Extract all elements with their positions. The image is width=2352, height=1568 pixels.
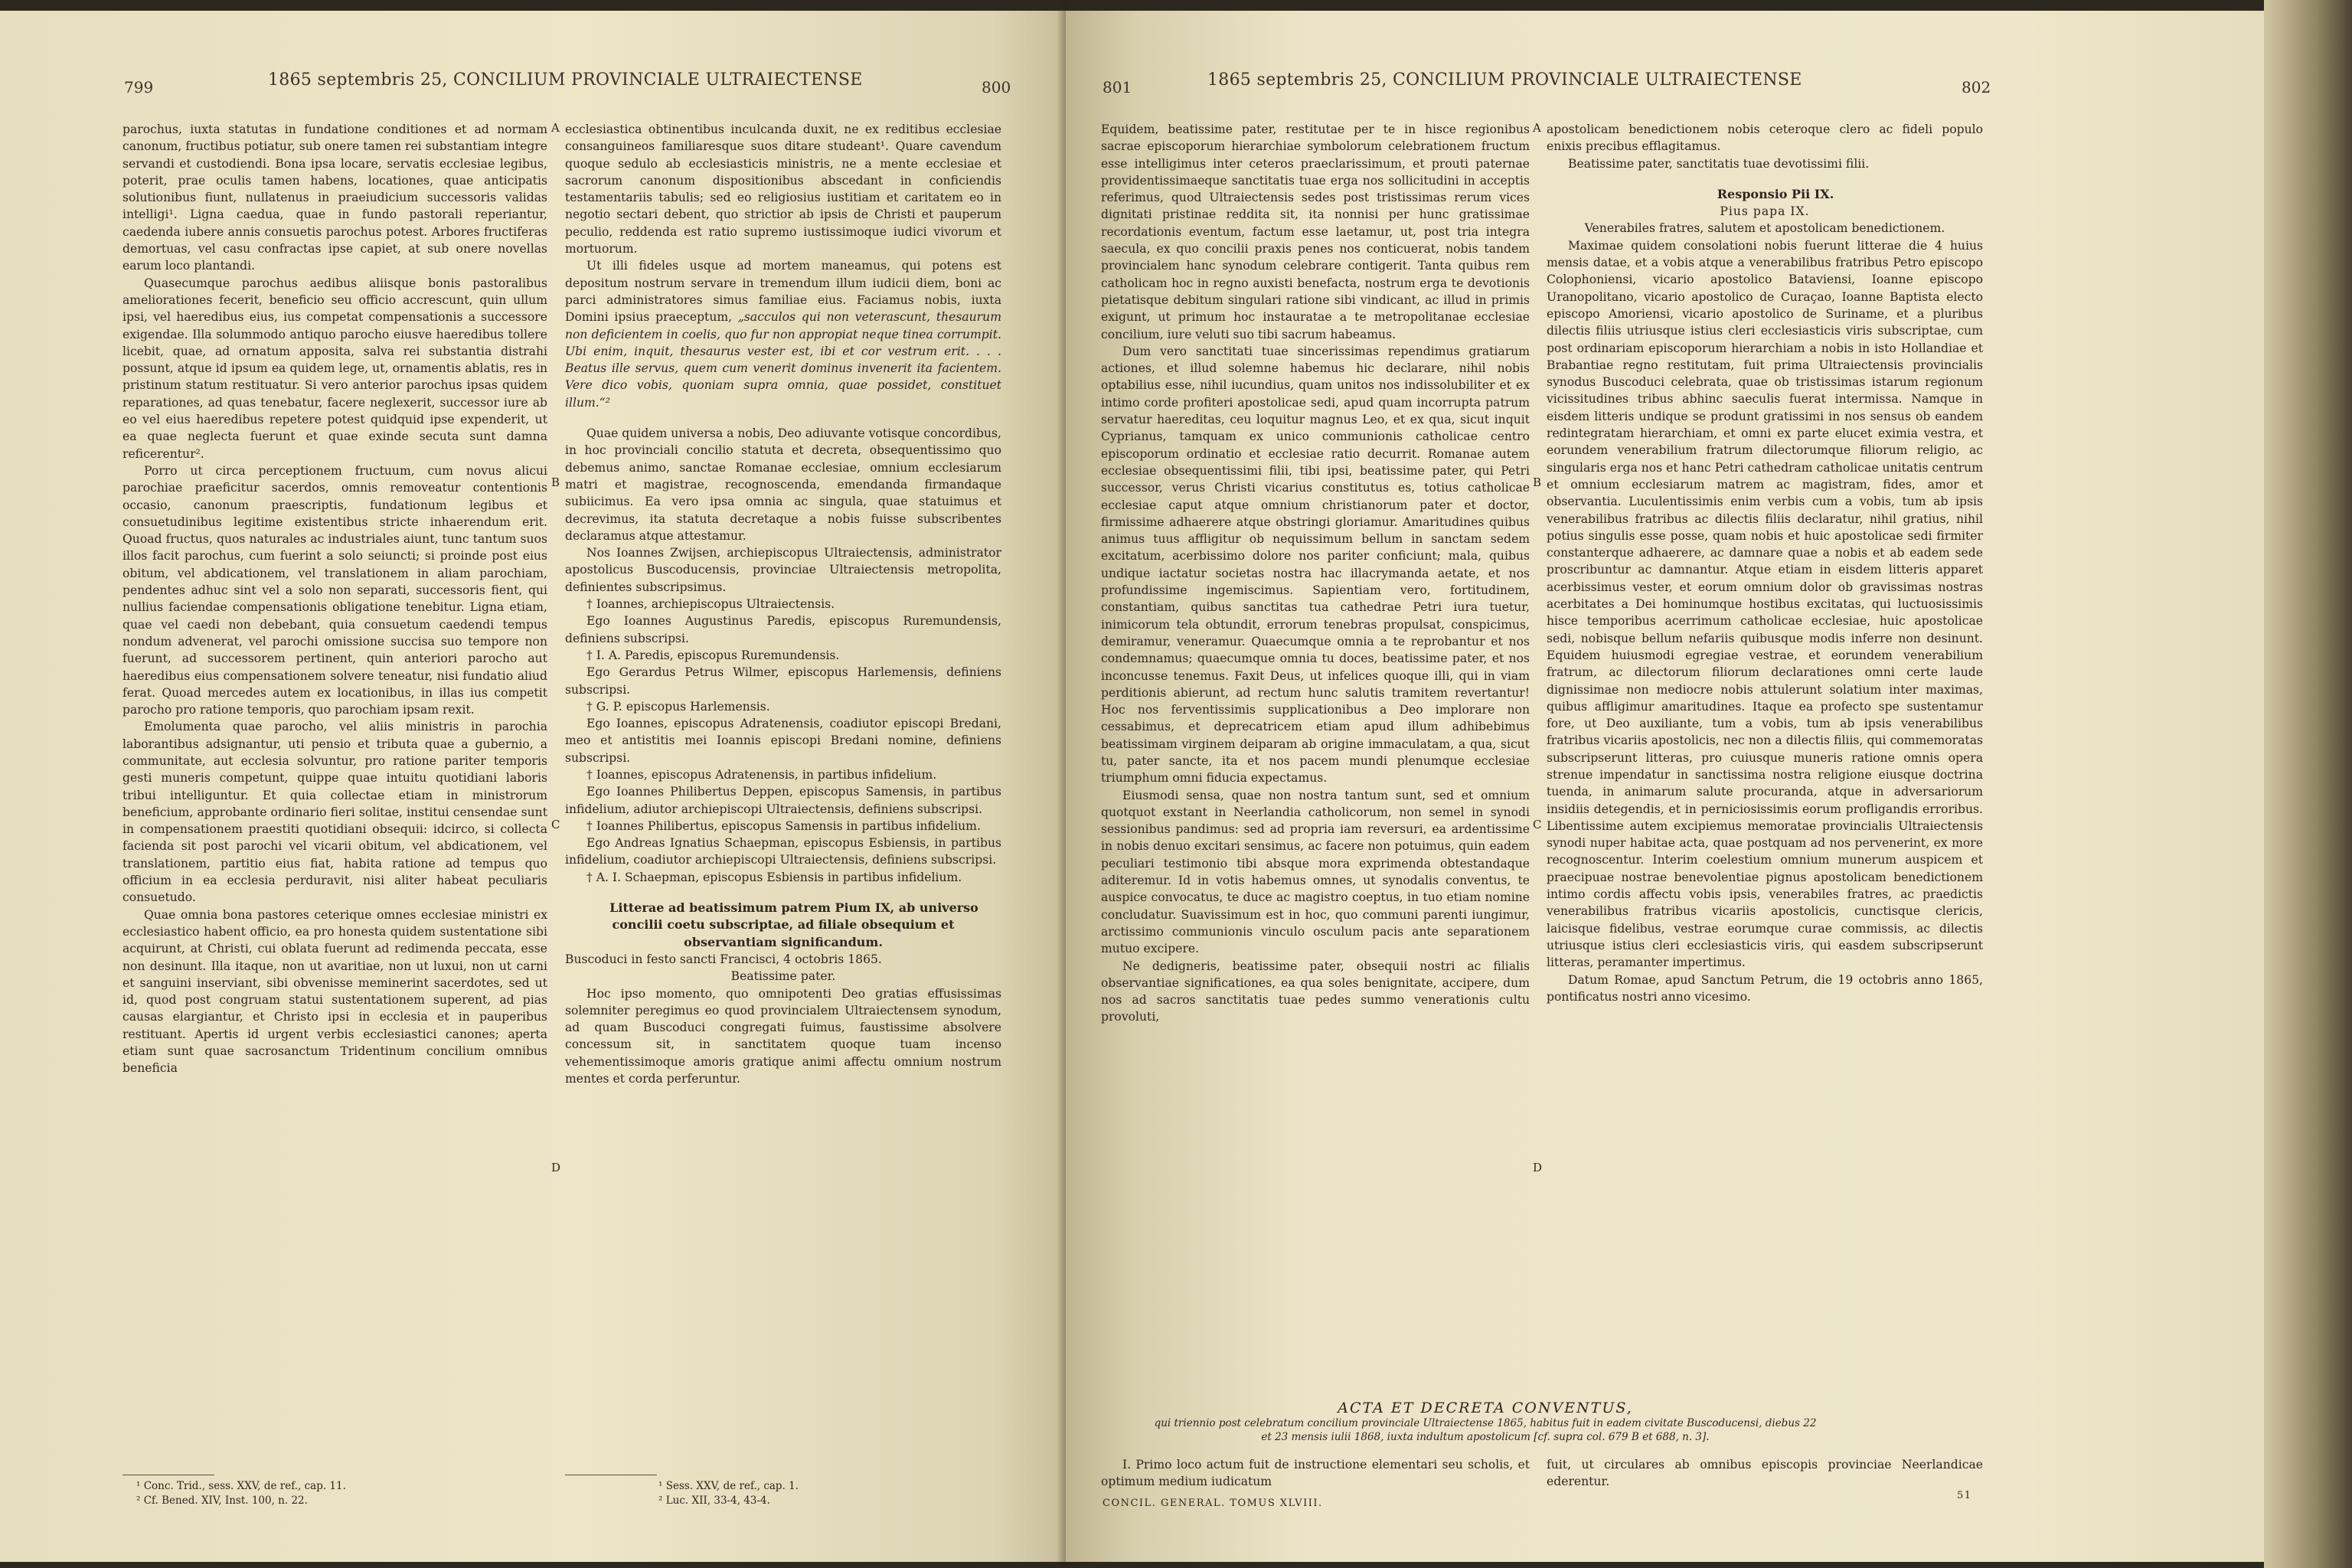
letter-date: Buscoduci in festo sancti Francisci, 4 octobris 1865. (565, 952, 882, 966)
acta-paragraph-col1 (1101, 1456, 1530, 1491)
left-footnotes-col2 (658, 1479, 965, 1508)
margin-letter-d: D (551, 1161, 561, 1174)
acta-heading-block (1102, 1400, 1868, 1444)
subscription: Ego Andreas Ignatius Schaepman, episcopus Esbiensis, in partibus infidelium, coadiutor archiepiscopi Ultraiectensis, definiens subscripsi. (565, 836, 1001, 867)
subscription: Ego Gerardus Petrus Wilmer, episcopus Harlemensis, definiens subscripsi. (565, 665, 1001, 697)
acta-paragraph-col2 (1547, 1456, 1983, 1491)
paragraph: Eiusmodi sensa, quae non nostra tantum sunt, sed et omnium quotquot exstant in Neerlandia catholicorum, non semel in synodi sessionibus pandimus: sed ad propria iam reversuri, ea ardentissime in nobis denuo excitari sensimus, ac facere non potuimus, quin eadem peculiari testimonio tibi absque mora exprimenda obtestandaque aditeremur. Id in votis habemus omnes, ut synodalis conventus, te auspice convocatus, te duce ac magistro coeptus, in tuo etiam nomine concludatur. Suavissimum est in hoc, quo communi parenti iungimur, arctissimo communionis vinculo osculum pacis ante separationem mutuo excipere. (1101, 788, 1530, 956)
footnote: ² Cf. Bened. XIV, Inst. 100, n. 22. (136, 1494, 308, 1507)
paragraph: Porro ut circa perceptionem fructuum, cum novus alicui parochiae praeficitur sacerdos, omnis removeatur contentionis occasio, canonum praescriptis, fundationum legibus et consuetudinibus legitime existentibus stricte inhaerendum erit. Quoad fructus, quos naturales ac industriales aiunt, tunc tantum suos illos facit parochus, cum fuerint a solo seiuncti; si proinde post eius obitum, vel abdicationem, vel translationem in aliam parochiam, pendentes adhuc sint vel a solo non separati, successoris fient, qui nullius faciendae compensationis obligatione tenebitur. Ligna etiam, quae vel caedi non debebant, quia consuetum caedendi tempus nondum advenerat, vel parochi omissione succisa suo tempore non fuerunt, ad successorem pertinent, quin anteriori parocho aut haeredibus eius compensationem solvere teneatur, nisi fundatio aliud ferat. Quoad mercedes autem ex locationibus, in illas ius competit parocho pro ratione temporis, quo parochiam ipsam rexit. (122, 463, 547, 717)
paragraph: Equidem, beatissime pater, restitutae per te in hisce regionibus sacrae episcoporum hierarchiae symbolorum celebrationem fructum esse intelligimus inter ceteros praeclarissimum, et prouti paternae providentissimaeque sanctitatis tuae erga nos sollicitudini in acceptis referimus, quod Ultraiectensis sedes post tristissimas rerum vices dignitati pristinae reddita sit, ita nonnisi per hunc gratissimae recordationis eventum, factum esse laetamur, ut, post tria integra saecula, ex quo concilii praxis penes nos conticuerat, nobis tandem provincialem hanc synodum celebrare contigerit. Tanta quibus rem catholicam hoc in regno auxisti benefacta, nostrum erga te devotionis pietatisque debitum singulari ratione sibi vindicant, ac illud in primis exigunt, ut primum hoc instauratae a te metropolitanae ecclesiae concilium, iure veluti suo tibi sacrum habeamus. (1101, 122, 1530, 341)
subscription: Ego Ioannes Philibertus Deppen, episcopus Samensis, in partibus infidelium, adiutor archiepiscopi Ultraiectensis, definiens subscripsi. (565, 785, 1001, 816)
closing: Beatissime pater, sanctitatis tuae devotissimi filii. (1568, 156, 1870, 171)
left-footnotes-col1 (136, 1479, 519, 1508)
footnote: ¹ Sess. XXV, de ref., cap. 1. (658, 1480, 799, 1492)
acta-subtitle: qui triennio post celebratum concilium provinciale Ultraiectense 1865, habitus fuit in eadem civitate Buscoducensi, diebus 22 (1154, 1417, 1817, 1429)
page-edges (2264, 0, 2352, 1568)
margin-letter-c: C (1533, 818, 1542, 831)
left-page (0, 11, 1066, 1562)
footnote: ¹ Conc. Trid., sess. XXV, de ref., cap. 11. (136, 1480, 346, 1492)
margin-letter-a: A (1533, 121, 1541, 135)
paragraph (565, 257, 1001, 411)
margin-letter-a: A (551, 121, 560, 135)
left-page-column-2 (565, 121, 1001, 1087)
subscription: † A. I. Schaepman, episcopus Esbiensis in partibus infidelium. (586, 870, 962, 884)
section-heading: Litterae ad beatissimum patrem Pium IX, ab universo concilii coetu subscriptae, ad filiale obsequium et observantiam significandum. (609, 900, 978, 949)
paragraph: apostolicam benedictionem nobis ceteroque clero ac fideli populo enixis precibus efflagitamus. (1547, 122, 1983, 154)
salutation: Venerabiles fratres, salutem et apostolicam benedictionem. (1584, 221, 1945, 236)
subscription: Ego Ioannes Augustinus Paredis, episcopus Ruremundensis, definiens subscripsi. (565, 614, 1001, 645)
page-number-802: 802 (1962, 78, 1991, 96)
paragraph: Emolumenta quae parocho, vel aliis ministris in parochia laborantibus adsignantur, uti pensio et tributa quae a gubernio, a communitate, aut ecclesia solvuntur, pro ratione pariter temporis gesti muneris competunt, quippe quae intuitu quotidiani laboris tribui intelliguntur. Et quia collectae etiam in ministrorum beneficium, approbante ordinario fieri solitae, institui censendae sunt in compensationem praestiti quotidiani obsequii: idcirco, si collecta facienda sit post parochi vel vicarii obitum, vel abdicationem, vel translationem, partitio eius fiat, habita ratione ad tempus quo officium in ea ecclesia perduravit, nisi aliter habeat peculiaris consuetudo. (122, 720, 547, 905)
paragraph: Quae omnia bona pastores ceterique omnes ecclesiae ministri ex ecclesiastico habent officio, ea pro honesta quidem sustentatione sibi acquirunt, at Christi, cui oblata fuerunt ad redimenda peccata, esse non desinunt. Illa itaque, non ut avaritiae, non ut luxui, non ut carni et sanguini inserviant, sibi obvenisse meminerint sacerdotes, sed ut id, quod post congruam statui sustentationem superent, ad pias causas elargiantur, et Christo ipsi in ecclesia et in pauperibus restituant. Apertis id urgent verbis ecclesiastici canones; aperta etiam sunt quae sacrosanctum Tridentinum concilium omnibus beneficia (122, 907, 547, 1076)
margin-letter-d: D (1533, 1161, 1543, 1174)
footnote: ² Luc. XII, 33-4, 43-4. (658, 1494, 770, 1507)
subscription: † Ioannes Philibertus, episcopus Samensis in partibus infidelium. (586, 818, 981, 833)
subscription: Ego Ioannes, episcopus Adratenensis, coadiutor episcopi Bredani, meo et antistitis mei Ioannis episcopi Bredani nomine, definiens subscripsi. (565, 717, 1001, 765)
scripture-quote: „sacculos qui non veterascunt, thesaurum non deficientem in coelis, quo fur non appropiat neque tinea corrumpit. Ubi enim, inquit, thesaurus vester est, ibi et cor vestrum erit. . . . Beatus ille servus, quem cum venerit dominus invenerit ita facientem. Vere dico vobis, quoniam supra omnia, quae possidet, constituet illum.“² (565, 310, 1002, 410)
paragraph: Hoc ipso momento, quo omnipotenti Deo gratias effusissimas solemniter peregimus eo quod provincialem Ultraiectensem synodum, ad quam Buscoduci congregati fuimus, faustissime absolvere concessum sit, in sanctitatem quoque tuam incenso vehementissimoque amoris gratique animi affectu omnium nostrum mentes et corda perferuntur. (565, 986, 1001, 1086)
margin-letter-b: B (551, 475, 560, 489)
page-number-799: 799 (124, 78, 154, 96)
dating: Datum Romae, apud Sanctum Petrum, die 19 octobris anno 1865, pontificatus nostri anno vicesimo. (1547, 972, 1983, 1004)
paragraph: ecclesiastica obtinentibus inculcanda duxit, ne ex reditibus ecclesiae consanguineos familiaresque suos ditare studeant¹. Quare cavendum quoque sedulo ab ecclesiasticis ministris, ne a mente ecclesiae et sacrorum canonum dispositionibus abscedant in conficiendis testamentariis tabulis; sed eo religiosius iustitiam et caritatem eo in negotio sectari debent, quo strictior ab ipsis de Christi et pauperum peculio, reddenda est ratio supremo iustissimoque iudici vivorum et mortuorum. (565, 122, 1001, 256)
paragraph-text: Ut illi fideles usque ad mortem maneamus, qui potens est depositum nostrum servare in tremendum illum iudicii diem, boni ac parci administratores simus familiae eius. Faciamus nobis, iuxta Domini ipsius praeceptum, (565, 259, 1001, 325)
paragraph: Maximae quidem consolationi nobis fuerunt litterae die 4 huius mensis datae, et a vobis atque a venerabilibus fratribus Petro episcopo Colophoniensi, vicario apostolico Bataviensi, Ioanne episcopo Uranopolitano, vicario apostolico de Curaçao, Ioanne Baptista electo episcopo Amoriensi, vicario apostolico de Suriname, et a pluribus dilectis filiis utriusque istius cleri ecclesiasticis viris subscriptae, cum post ordinariam episcoporum hierarchiam a nobis in isto Hollandiae et Brabantiae regno restitutam, fuit prima Ultraiectensis provincialis synodus Buscoduci celebrata, quae ob tristissimas istarum regionum vicissitudines tribus abhinc saeculis fuerat intermissa. Namque in eisdem litteris undique se produnt gratissimi in nos sensus ob eandem redintegratam hierarchiam, et omni ex parte elucet eximia vestra, et eorundem venerabilium fratrum dilectorumque filiorum religio, ac singularis erga nos et hanc Petri cathedram catholicae unitatis centrum et omnium ecclesiarum matrem ac magistram, fides, amor et observantia. Luculentissimis enim verbis cum a vobis, tum ab ipsis venerabilibus fratribus ac dilectis filiis declaratur, nihil gratius, nihil potius singulis esse posse, quam nobis et huic apostolicae sedi firmiter constanterque adhaerere, ac damnare quae a nobis et ab eadem sede proscribuntur ac damnantur. Atque etiam in eisdem litteris apparet acerbissimus vester, et eorum omnium dolor ob gravissimas nostras acerbitates a Dei hominumque hostibus excitatas, qui luctuosissimis hisce temporibus acerrimum catholicae ecclesiae, huic apostolicae sedi, nobisque bellum nefariis quibusque modis inferre non desinunt. Equidem huiusmodi egregiae vestrae, et eorundem venerabilium fratrum, ac dilectorum filiorum declarationes omni certe laude dignissimae non mediocre nobis attulerunt solatium inter maximas, quibus affligimur amaritudines. Itaque ea profecto spe sustentamur fore, ut Deo auxiliante, tum a vobis, tum ab ipsis venerabilibus fratribus vicariis apostolicis, nec non a dilectis filiis, qui commemoratas subscripserunt litteras, pro cuiusque muneris ratione omnis opera strenue impendatur in sanctissima nostra religione eiusque doctrina tuenda, in animarum salute procuranda, atque in adversariorum insidiis detegendis, et in perniciosissimis eorum profligandis erroribus. Libentissime autem excipiemus memoratae provincialis Ultraiectensis synodi nuper habitae acta, quae postquam ad nos pervenerint, ex more recognoscentur. Interim coelestium omnium munerum auspicem et praecipuae nostrae benevolentiae pignus apostolicam benedictionem intimo cordis affectu vobis ipsis, venerabiles fratres, ac praedictis venerabilibus fratribus vicariis apostolicis, cunctisque clericis, laicisque fidelibus, vestrae eorumque curae commissis, ac dilectis utriusque istius cleri ecclesiasticis viris, qui easdem subscripserunt litteras, peramanter impertimus. (1547, 238, 1983, 970)
subscription: † G. P. episcopus Harlemensis. (586, 699, 770, 714)
right-page (1066, 11, 2264, 1562)
running-head-left: 1865 septembris 25, CONCILIUM PROVINCIALE ULTRAIECTENSE (268, 70, 863, 90)
right-page-column-1 (1101, 121, 1530, 1026)
margin-letter-c: C (551, 818, 560, 831)
paragraph: Dum vero sanctitati tuae sincerissimas rependimus gratiarum actiones, et illud solemne habemus hic declarare, nihil nobis optabilius esse, nihil iucundius, quam unitos nos indissolubiliter et ex intimo corde profiteri apostolicae sedi, apud quam incorrupta patrum servatur haereditas, ceu loquitur magnus Leo, et ex qua, sicut inquit Cyprianus, tamquam ex unico communionis catholicae centro episcoporum ordinatio et ecclesiae ratio decurrit. Romanae autem ecclesiae obsequentissimi filii, tibi ipsi, beatissime pater, qui Petri successor, verus Christi vicarius constitutus es, totius catholicae ecclesiae caput atque omnium christianorum pater et doctor, firmissime adhaerere atque obstringi gloriamur. Amaritudines quibus animus tuus affligitur ob nequissimum bellum in sanctam sedem excitatum, acerbissimo dolore nos pariter conficiunt; mala, quibus undique iactatur societas nostra hac illacrymanda aetate, et nos profundissime ingemiscimus. Sapientiam vero, fortitudinem, constantiam, quibus sanctitas tua cathedrae Petri iura tuetur, inimicorum tela obtundit, errorum tenebras propulsat, conspicimus, demiramur, veneramur. Quaecumque omnia a te reprobantur et nos condemnamus; quaecumque omnia tu doces, beatissime pater, et nos inconcusse tenemus. Faxit Deus, ut infelices quoque illi, qui in viam perditionis abierunt, ad rectum hunc salutis tramitem revertantur! Hoc nos ferventissimis supplicationibus a Deo implorare non cessabimus, et deprecatricem etiam apud illum adhibebimus beatissimam virginem deiparam ab origine immaculatam, a qua, sicut tu, pater sancte, ita et nos pacem mundi plenumque ecclesiae triumphum omni fiducia expectamus. (1101, 344, 1530, 786)
running-head-right: 1865 septembris 25, CONCILIUM PROVINCIALE ULTRAIECTENSE (1207, 70, 1802, 90)
sheet-number: 51 (1957, 1490, 1972, 1501)
paragraph: I. Primo loco actum fuit de instructione elementari seu scholis, et optimum medium iudicatum (1101, 1458, 1530, 1489)
section-heading: Responsio Pii IX. (1717, 186, 1834, 201)
paragraph: parochus, iuxta statutas in fundatione conditiones et ad normam canonum, fructibus potiatur, sub onere tamen rei substantiam integre servandi et custodiendi. Bona ipsa locare, servatis ecclesiae legibus, poterit, prae oculis tamen habens, locationes, quae anticipatis solutionibus fiunt, nullatenus in praeiudicium successoris validas intelligi¹. Ligna caedua, quae in fundo pastorali reperiantur, caedenda iubere annis consuetis parochus potest. Arbores fructiferas demortuas, vel casu confractas ipse capiet, at sub onere novellas earum loco plantandi. (122, 122, 547, 273)
printer-signature: CONCIL. GENERAL. TOMUS XLVIII. (1102, 1498, 1323, 1509)
paragraph: Ne dedigneris, beatissime pater, obsequii nostri ac filialis observantiae significationes, ea qua soles benignitate, accipere, dum nos ad sacros sanctitatis tuae pedes summo venerationis cultu provoluti, (1101, 959, 1530, 1024)
pope-name: Pius papa IX. (1720, 204, 1810, 219)
subscription: † Ioannes, episcopus Adratenensis, in partibus infidelium. (586, 767, 937, 782)
subscription: † I. A. Paredis, episcopus Ruremundensis. (586, 648, 840, 662)
right-page-column-2 (1547, 121, 1983, 1005)
left-page-column-1 (122, 121, 547, 1077)
salutation: Beatissime pater. (730, 969, 836, 984)
paragraph: fuit, ut circulares ab omnibus episcopis provinciae Neerlandicae ederentur. (1547, 1458, 1983, 1489)
margin-letter-b: B (1533, 475, 1542, 489)
paragraph: Quasecumque parochus aedibus aliisque bonis pastoralibus ameliorationes fecerit, beneficio seu officio accrescunt, quin ullum ipsi, vel haeredibus eius, ius competat compensationis a successore exigendae. Illa solummodo antiquo parocho eiusve haeredibus tollere licebit, quae, ad ornatum apposita, salva rei substantia distrahi possunt, atque id ipsum ea quidem lege, ut, ornamentis ablatis, res in pristinum statum restituatur. Si vero anterior parochus ipsas quidem reparationes, ad quas tenebatur, facere neglexerit, successor iure ab eo vel eius haeredibus repetere potest quidquid ipse expenderit, ut ea quae neglecta fuerunt et quae exinde secuta sunt damna reficerentur². (122, 276, 547, 461)
page-number-800: 800 (982, 78, 1011, 96)
page-number-801: 801 (1102, 78, 1132, 96)
paragraph: Quae quidem universa a nobis, Deo adiuvante votisque concordibus, in hoc provinciali concilio statuta et decreta, obsequentissimo quo debemus animo, sanctae Romanae ecclesiae, omnium ecclesiarum matri et magistrae, recognoscenda, emendanda firmandaque subiicimus. Ea vero ipsa omnia ac singula, quae statuimus et decrevimus, ita statuta decretaque a nobis fuisse subscribentes declaramus atque attestamur. (565, 426, 1002, 543)
acta-subtitle: et 23 mensis iulii 1868, iuxta indultum apostolicum [cf. supra col. 679 B et 688, n. 3]. (1261, 1431, 1710, 1443)
acta-title: ACTA ET DECRETA CONVENTUS, (1338, 1400, 1633, 1416)
subscription: † Ioannes, archiepiscopus Ultraiectensis. (586, 597, 835, 612)
subscription: Nos Ioannes Zwijsen, archiepiscopus Ultraiectensis, administrator apostolicus Buscoducensis, provinciae Ultraiectensis metropolita, definientes subscripsimus. (565, 546, 1001, 594)
